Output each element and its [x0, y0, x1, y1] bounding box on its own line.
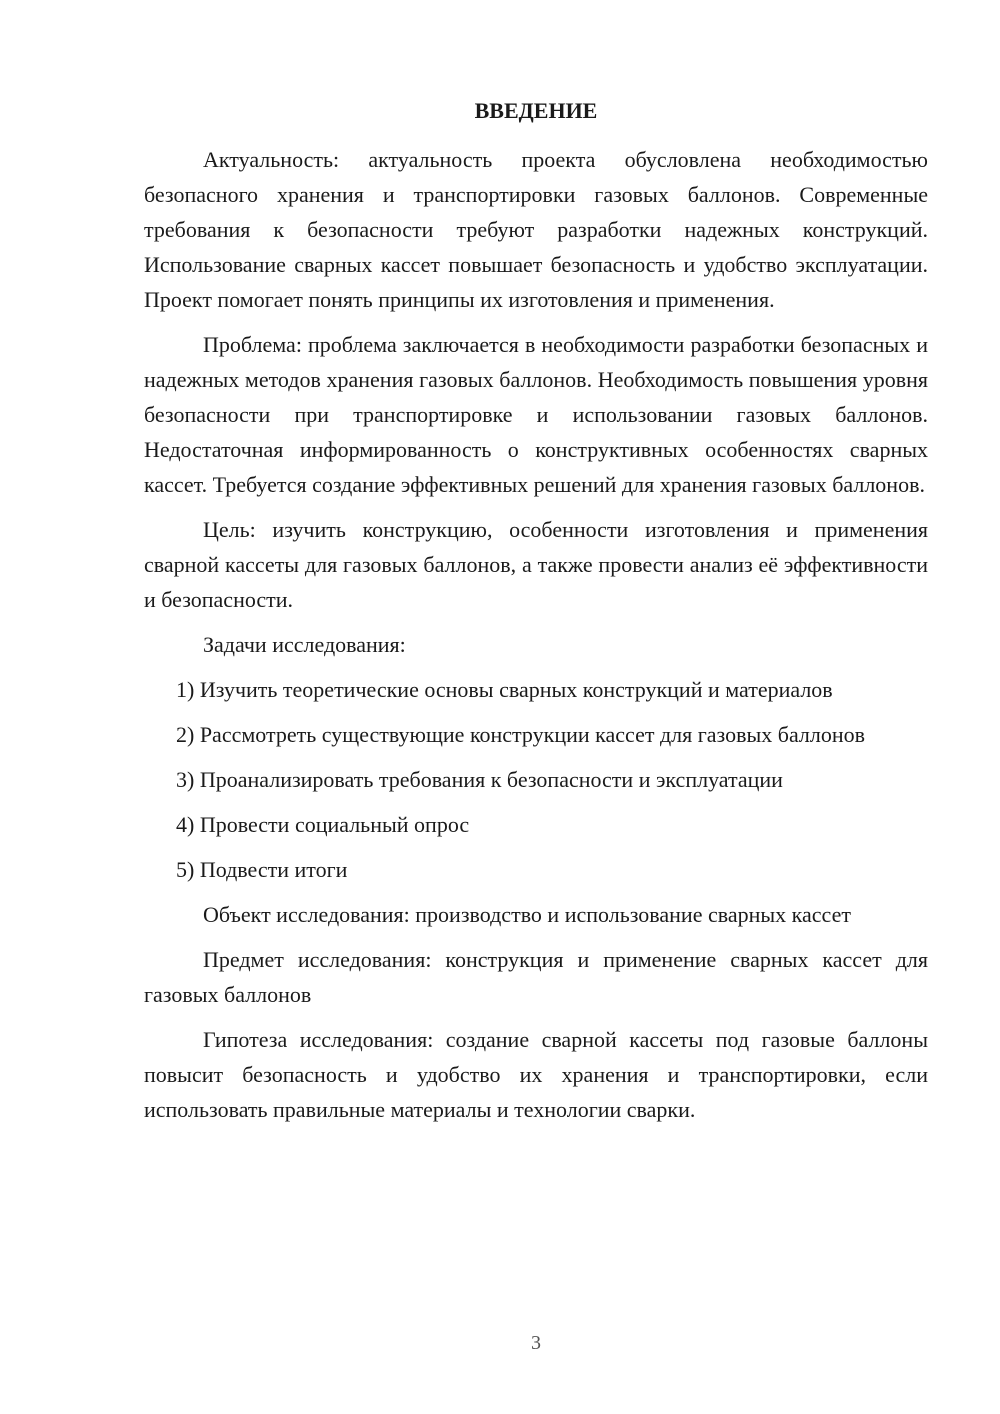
document-page — [144, 96, 928, 1137]
paragraph-problem: Проблема: проблема заключается в необходимости разработки безопасных и надежных методов хранения газовых баллонов. Необходимость повышения уровня безопасности при транспортировке и использовании газовых баллонов. Недостаточная информированность о конструктивных особенностях сварных кассет. Требуется создание эффективных решений для хранения газовых баллонов. — [144, 332, 928, 497]
paragraph-goal: Цель: изучить конструкцию, особенности изготовления и применения сварной кассеты для газовых баллонов, а также провести анализ её эффективности и безопасности. — [144, 517, 928, 612]
tasks-heading: Задачи исследования: — [203, 632, 406, 657]
paragraph-relevance: Актуальность: актуальность проекта обусловлена необходимостью безопасного хранения и транспортировки газовых баллонов. Современные требования к безопасности требуют разработки надежных конструкций. Использование сварных кассет повышает безопасность и удобство эксплуатации. Проект помогает понять принципы их изготовления и применения. — [144, 147, 928, 312]
task-item-3: 3) Проанализировать требования к безопасности и эксплуатации — [176, 767, 783, 792]
page-number: 3 — [531, 1332, 541, 1354]
page-title: ВВЕДЕНИЕ — [474, 98, 598, 123]
task-item-2: 2) Рассмотреть существующие конструкции кассет для газовых баллонов — [176, 722, 866, 747]
task-item-5: 5) Подвести итоги — [176, 857, 348, 882]
paragraph-subject: Предмет исследования: конструкция и применение сварных кассет для газовых баллонов — [144, 947, 928, 1007]
paragraph-hypothesis: Гипотеза исследования: создание сварной кассеты под газовые баллоны повысит безопасность и удобство их хранения и транспортировки, если использовать правильные материалы и технологии сварки. — [144, 1027, 928, 1122]
task-item-4: 4) Провести социальный опрос — [176, 812, 470, 837]
task-item-1: 1) Изучить теоретические основы сварных конструкций и материалов — [176, 677, 833, 702]
paragraph-object: Объект исследования: производство и использование сварных кассет — [203, 902, 851, 927]
